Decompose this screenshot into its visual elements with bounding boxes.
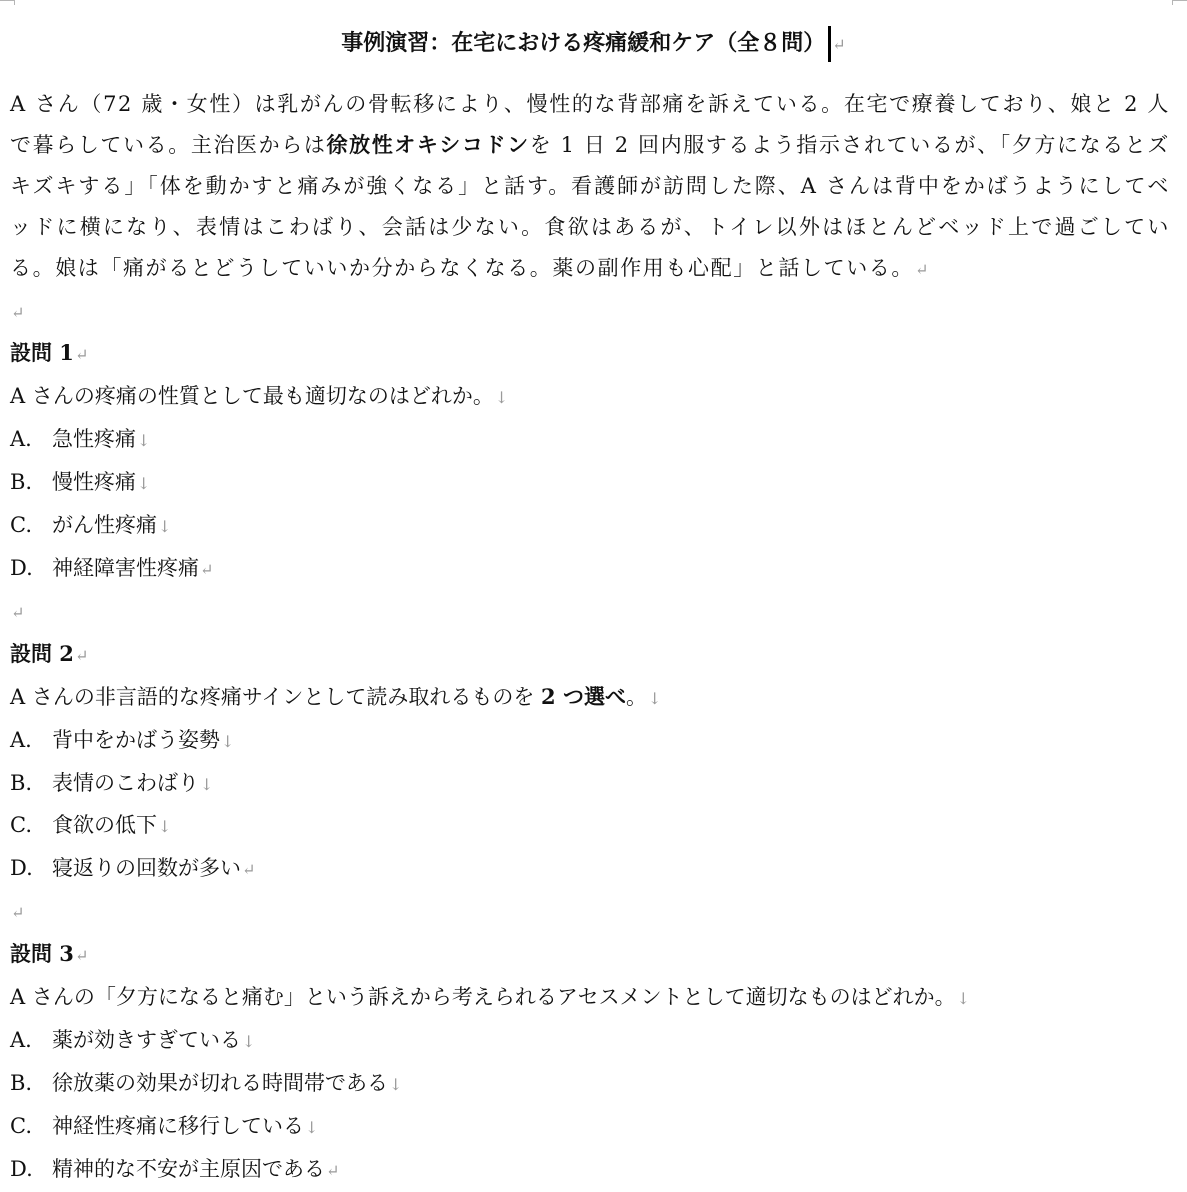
option-text: 神経障害性疼痛 [52,555,199,580]
case-paragraph [10,84,1170,291]
paragraph-mark-icon: ↵ [242,860,256,880]
case-text-bold: 徐放性オキシコドン [326,131,530,157]
empty-paragraph [10,291,1170,334]
question-3-option-d [10,1149,1170,1192]
line-break-mark-icon: ↓ [137,431,151,451]
option-text: 急性疼痛 [52,427,136,452]
line-break-mark-icon: ↓ [137,474,151,494]
option-text: 精神的な不安が主原因である [52,1156,325,1181]
empty-paragraph [10,891,1170,934]
option-letter: B. [10,770,33,795]
question-1-stem [10,376,1170,419]
case-text-after: を 1 日 2 回内服するよう指示されているが、「夕方になるとズキズキする」「体を動かすと痛みが強くなる」と話す。看護師が訪問した際、A さんは背中をかばうようにしてベッドに横になり、表情はこわばり、会話は少ない。食欲はあるが、トイレ以外はほとんどベッド上で過ごしている。娘は「痛がるとどうしていいか分からなくなる。薬の副作用も心配」と話している。 [10,132,1171,280]
document-body[interactable] [10,84,1170,1192]
page-corner-mark-right [1172,0,1187,5]
question-stem-text: A さんの非言語的な疼痛サインとして読み取れるものを [10,684,542,709]
option-text: 徐放薬の効果が切れる時間帯である [52,1070,388,1095]
question-2-heading [10,634,1170,677]
paragraph-mark-icon: ↵ [11,302,25,322]
line-break-mark-icon: ↓ [389,1074,403,1094]
option-letter: D. [10,555,33,580]
question-heading-text: 設問 2 [10,640,74,666]
option-text: 神経性疼痛に移行している [52,1113,304,1138]
option-text: 表情のこわばり [52,770,199,795]
line-break-mark-icon: ↓ [221,731,235,751]
question-1-option-b [10,462,1170,505]
option-letter: D. [10,1156,33,1181]
question-1-option-c [10,505,1170,548]
question-1-heading [10,333,1170,376]
option-letter: D. [10,856,33,881]
option-letter: B. [10,1070,33,1095]
option-text: 食欲の低下 [52,813,157,838]
option-text: 背中をかばう姿勢 [52,727,220,752]
paragraph-mark-icon: ↵ [832,35,846,54]
question-stem-end-text: 。 [625,684,647,709]
paragraph-mark-icon: ↵ [74,946,89,966]
option-letter: C. [10,813,32,838]
line-break-mark-icon: ↓ [158,817,172,837]
document-title-text: 事例演習：在宅における疼痛緩和ケア（全８問） [341,30,826,56]
question-stem-text: A さんの「夕方になると痛む」という訴えから考えられるアセスメントとして適切なものはどれか。 [10,985,956,1010]
line-break-mark-icon: ↓ [647,688,662,708]
question-3-heading [10,934,1170,977]
question-3-stem [10,977,1170,1020]
option-letter: B. [10,470,33,495]
page-corner-mark-left [0,0,15,5]
option-letter: A. [10,1027,32,1052]
question-3-option-b [10,1063,1170,1106]
question-2-option-b [10,763,1170,806]
line-break-mark-icon: ↓ [158,517,172,537]
paragraph-mark-icon: ↵ [326,1160,340,1180]
option-letter: A. [10,427,32,452]
question-stem-text: A さんの疼痛の性質として最も適切なのはどれか。 [10,384,494,409]
option-text: 寝返りの回数が多い [52,856,241,881]
question-heading-text: 設問 3 [10,941,74,967]
empty-paragraph [10,591,1170,634]
case-text-before: A さん（72 歳・女性）は乳がんの骨転移により、慢性的な背部痛を訴えている。在宅で療養しており、娘と 2 人で暮らしている。主治医からは [10,92,1170,157]
question-1-option-a [10,419,1170,462]
paragraph-mark-icon: ↵ [11,602,25,622]
option-letter: A. [10,727,32,752]
line-break-mark-icon: ↓ [494,388,509,408]
option-letter: C. [10,513,32,538]
paragraph-mark-icon: ↵ [74,645,89,665]
option-text: 慢性疼痛 [52,470,136,495]
question-stem-bold-text: 2 つ選べ [541,683,626,709]
question-2-option-c [10,805,1170,848]
question-3-option-a [10,1020,1170,1063]
document-title[interactable] [0,22,1187,66]
paragraph-mark-icon: ↵ [200,559,214,579]
line-break-mark-icon: ↓ [305,1117,319,1137]
question-2-stem [10,677,1170,720]
question-3-option-c [10,1106,1170,1149]
paragraph-mark-icon: ↵ [915,259,931,279]
paragraph-mark-icon: ↵ [11,903,25,923]
line-break-mark-icon: ↓ [956,989,971,1009]
line-break-mark-icon: ↓ [200,774,214,794]
option-letter: C. [10,1113,32,1138]
question-1-option-d [10,548,1170,591]
question-2-option-a [10,720,1170,763]
line-break-mark-icon: ↓ [242,1031,256,1051]
paragraph-mark-icon: ↵ [74,345,89,365]
text-cursor [828,26,831,62]
question-2-option-d [10,848,1170,891]
option-text: がん性疼痛 [52,513,157,538]
option-text: 薬が効きすぎている [52,1027,241,1052]
question-heading-text: 設問 1 [10,340,74,366]
